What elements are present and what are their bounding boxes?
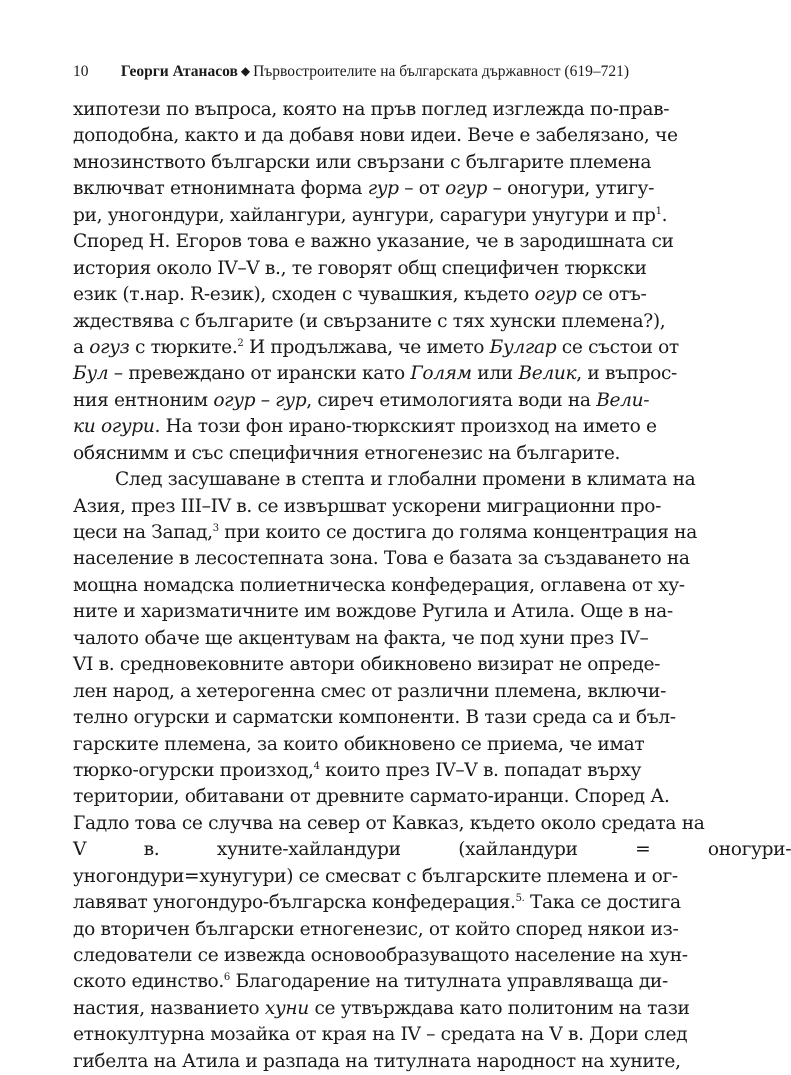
text-line: Гадло това се случва на север от Кавказ, където около средата на	[73, 812, 705, 834]
text-line: VI в. средновековните автори обикновено визират не опреде-	[73, 654, 661, 676]
text-line: Азия, през III–IV в. се извършват ускорени миграционни про-	[73, 495, 662, 517]
text-line: територии, обитавани от древните сармато-иранци. Според А.	[73, 786, 670, 808]
text-line: Бул – превеждано от ирански като Голям или Велик, и въпрос-	[73, 363, 677, 385]
text-line: ри, уногондури, хайлангури, аунгури, сарагури унугури и $пр^1$.	[73, 204, 668, 226]
text-line: ското единство.$^6$ Благодарение на титулната управляваща ди-	[73, 971, 668, 993]
text-line: етнокултурна мозайка от края на IV – средата на V в. Дори след	[73, 1024, 688, 1046]
text-line: чалото обаче ще акцентувам на факта, че под хуни през IV–	[73, 627, 649, 649]
paragraph	[73, 97, 679, 467]
text-line: език (т.нар. R-език), сходен с чувашкия, където огур се отъ-	[73, 284, 647, 306]
page-number: 10	[73, 63, 89, 80]
text-line: цеси на Запад,$^3$ при които се достига до голяма концентрация на	[73, 522, 697, 543]
text-line: тюрко-огурски произход,$^4$ които през IV–V в. попадат върху	[73, 759, 642, 781]
text-line: мнозинството български или свързани с българите племена	[73, 151, 652, 173]
text-line: обяснимм и със специфичния етногенезис на българите.	[73, 442, 621, 464]
text-line: население в лесостепната зона. Това е базата за създаването на	[73, 548, 690, 570]
text-line: ки огури. На този фон ирано-тюркският произход на името е	[73, 416, 657, 438]
text-line: телно огурски и сарматски компоненти. В тази среда са и бъл-	[73, 707, 676, 729]
diamond-separator-icon: ◆	[240, 64, 251, 78]
text-line: ния ентноним огур – гур, сиреч етимологията води на Вели-	[73, 389, 650, 411]
text-line: лавяват уногондуро-българска конфедерация.$^{5.}$ Така се достига	[73, 892, 681, 914]
text-line: до вторичен български етногенезис, от който според някои из-	[73, 918, 679, 940]
text-line: а огуз с тюрките.$^2$ И продължава, че името Булгар се състои от	[73, 336, 679, 358]
paragraph	[73, 467, 791, 1075]
text-line: V в. хуните-хайландури (хайландури = оногури-	[73, 839, 791, 861]
text-line: гибелта на Атила и разпада на титулната народност на хуните,	[73, 1050, 681, 1072]
running-title	[121, 61, 629, 83]
text-line: мощна номадска полиетническа конфедерация, оглавена от ху-	[73, 574, 685, 596]
text-line: ждествява с българите (и свързаните с тях хунски племена?),	[73, 310, 666, 332]
text-line: настия, названието хуни се утвърждава като политоним на тази	[73, 997, 690, 1019]
body-text	[73, 97, 791, 1075]
text-line: гарските племена, за които обикновено се приема, че имат	[73, 733, 645, 755]
text-line: лен народ, а хетерогенна смес от различни племена, включи-	[73, 680, 667, 702]
text-line: включват етнонимната форма гур – от огур – оногури, утигу-	[73, 178, 655, 200]
text-line: След засушаване в степта и глобални промени в климата на	[115, 469, 696, 491]
text-line: уногондури=хунугури) се смесват с българските племена и ог-	[73, 865, 678, 887]
text-line: хипотези по въпроса, която на пръв поглед изглежда по-прав-	[73, 99, 670, 120]
text-line: история около IV–V в., те говорят общ специфичен тюркски	[73, 257, 647, 279]
text-line: доподобна, както и да добавя нови идеи. Вече е забелязано, че	[73, 125, 678, 147]
book-title: Първостроителите на българската държавност (619–721)	[253, 63, 629, 80]
text-line: ните и харизматичните им вождове Ругила и Атила. Още в на-	[73, 601, 673, 623]
text-line: Според Н. Егоров това е важно указание, че в зародишната си	[73, 231, 674, 253]
running-header	[73, 61, 629, 83]
author-name: Георги Атанасов	[120, 63, 238, 80]
text-line: следователи се извежда основообразуващото население на хун-	[73, 945, 688, 966]
